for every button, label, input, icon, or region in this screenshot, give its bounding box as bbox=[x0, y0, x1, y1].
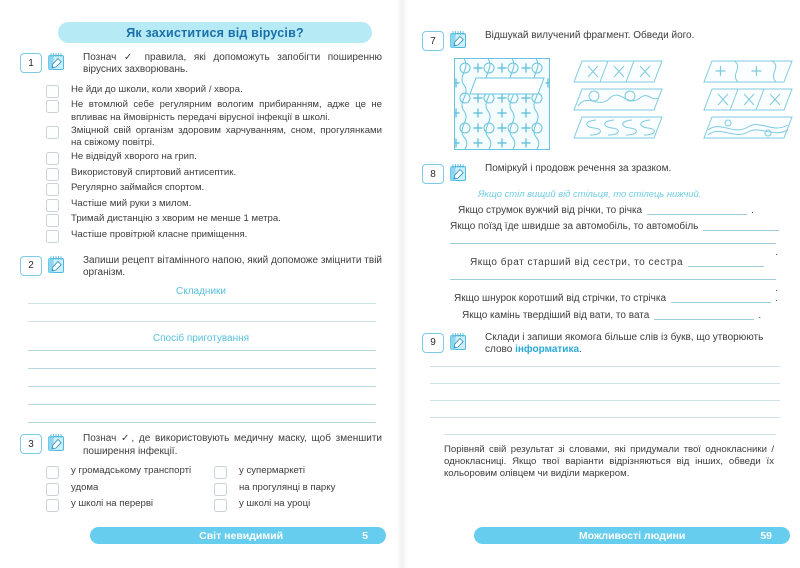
checkbox-label: на прогулянці в парку bbox=[239, 481, 336, 493]
notebook-pencil-icon bbox=[46, 52, 66, 72]
checkbox-label: у супермаркеті bbox=[239, 465, 306, 477]
task-8-example: Якщо стіл вищий від стільця, то стілець нижчий. bbox=[478, 188, 702, 199]
period: . bbox=[775, 293, 778, 304]
sentence-row-3 bbox=[470, 256, 786, 268]
sentence-2-continuation[interactable] bbox=[422, 243, 786, 258]
answer-blank-continuation[interactable] bbox=[450, 279, 776, 280]
list-item[interactable] bbox=[46, 125, 382, 149]
footer-page-number: 59 bbox=[760, 529, 772, 542]
checkbox[interactable] bbox=[46, 152, 59, 165]
sentence-row-2 bbox=[450, 220, 786, 232]
task-number-badge: 2 bbox=[20, 256, 42, 276]
task-3-instruction: Познач ✓, де використовують медичну маску, щоб зменшити поширення інфекції. bbox=[83, 433, 382, 457]
checkbox-label: Використовуй спиртовий антисептик. bbox=[71, 166, 237, 178]
sentence-row-1 bbox=[458, 204, 786, 216]
puzzle-option-1[interactable] bbox=[570, 58, 674, 86]
task-3-header bbox=[20, 433, 382, 458]
sentence-text: Якщо брат старший від сестри, то сестра bbox=[470, 257, 684, 268]
answer-blank[interactable] bbox=[671, 292, 771, 303]
task-9-keyword: інформатика bbox=[515, 343, 580, 355]
list-item[interactable] bbox=[46, 198, 382, 212]
notebook-pencil-icon bbox=[46, 433, 66, 453]
task-1-checkbox-list bbox=[46, 84, 382, 243]
task-8-header bbox=[422, 163, 786, 184]
checkbox-label: Не втомлюй себе регулярним вологим прибиранням, адже це не впливає на ймовірність передачі вірусної інфекції в школі. bbox=[71, 99, 382, 123]
footer-page-number: 5 bbox=[362, 529, 368, 542]
checkbox[interactable] bbox=[46, 499, 59, 512]
list-item[interactable] bbox=[46, 84, 382, 98]
sentence-3-continuation[interactable] bbox=[422, 279, 786, 294]
checkbox[interactable] bbox=[46, 466, 59, 479]
sentence-text: Якщо поїзд їде швидше за автомобіль, то автомобіль bbox=[450, 221, 699, 232]
checkbox[interactable] bbox=[46, 214, 59, 227]
task-number-badge: 8 bbox=[422, 164, 444, 184]
list-item[interactable] bbox=[214, 498, 382, 512]
task-number-badge: 9 bbox=[422, 333, 444, 353]
right-page-footer bbox=[474, 527, 790, 544]
page-title-banner bbox=[58, 22, 372, 43]
task-3-checkbox-grid bbox=[46, 465, 382, 515]
task-2-instruction: Запиши рецепт вітамінного напою, який допоможе зміцнити твій організм. bbox=[83, 254, 382, 279]
method-heading: Спосіб приготування bbox=[152, 333, 250, 345]
notebook-pencil-icon bbox=[46, 255, 66, 275]
list-item[interactable] bbox=[46, 182, 382, 196]
answer-blank-continuation[interactable] bbox=[450, 243, 776, 244]
task-number-badge: 1 bbox=[20, 53, 42, 73]
checkbox[interactable] bbox=[46, 199, 59, 212]
task-9-write-lines[interactable] bbox=[422, 366, 786, 418]
sentence-row-4 bbox=[454, 292, 786, 304]
checkbox-label: у школі на уроці bbox=[239, 498, 311, 510]
write-line[interactable] bbox=[28, 321, 376, 322]
checkbox-label: Не йди до школи, коли хворий / хвора. bbox=[71, 83, 243, 95]
task-7-puzzle bbox=[454, 58, 786, 150]
list-item[interactable] bbox=[46, 151, 382, 165]
checkbox-label: Частіше провітрюй класне приміщення. bbox=[71, 228, 248, 240]
sentence-text: Якщо шнурок коротший від стрічки, то стрічка bbox=[454, 293, 667, 304]
sentence-text: Якщо струмок вужчий від річки, то річка bbox=[458, 204, 643, 216]
write-line[interactable] bbox=[430, 417, 780, 418]
checkbox-column-right bbox=[214, 465, 382, 515]
puzzle-option-4[interactable] bbox=[700, 86, 800, 114]
answer-blank[interactable] bbox=[647, 204, 747, 215]
task-9-instruction-before: Склади і запиши якомога більше слів із букв, що утворюють слово bbox=[485, 331, 764, 355]
comparison-note: Порівняй свій результат зі словами, які придумали твої однокласники / однокласниці. Якщо твої варіанти відрізняються від інших, обведи їх кольоровим олівцем чи виділи маркером. bbox=[444, 444, 774, 480]
puzzle-pattern-grid[interactable] bbox=[454, 58, 550, 150]
puzzle-option-column-1 bbox=[570, 58, 674, 142]
list-item[interactable] bbox=[46, 465, 214, 479]
list-item[interactable] bbox=[46, 498, 214, 512]
checkbox[interactable] bbox=[46, 168, 59, 181]
answer-blank[interactable] bbox=[654, 309, 754, 320]
notebook-pencil-icon bbox=[448, 332, 468, 352]
page-title: Як захиститися від вірусів? bbox=[126, 25, 304, 40]
checkbox[interactable] bbox=[46, 183, 59, 196]
checkbox-label: Тримай дистанцію з хворим не менше 1 метра. bbox=[71, 213, 281, 225]
list-item[interactable] bbox=[46, 482, 214, 496]
right-page bbox=[400, 0, 800, 568]
puzzle-option-3[interactable] bbox=[570, 86, 674, 114]
task-7-instruction: Відшукай вилучений фрагмент. Обведи його. bbox=[485, 30, 695, 41]
task-9-instruction bbox=[485, 332, 786, 357]
ingredients-heading: Складники bbox=[175, 286, 226, 298]
checkbox-label: удома bbox=[71, 481, 99, 493]
list-item[interactable] bbox=[46, 213, 382, 227]
footer-chapter-title: Світ невидимий bbox=[199, 529, 284, 542]
task-number-badge: 3 bbox=[20, 434, 42, 454]
puzzle-options bbox=[570, 58, 800, 142]
answer-blank[interactable] bbox=[688, 256, 764, 267]
write-line[interactable] bbox=[28, 422, 376, 423]
checkbox[interactable] bbox=[214, 466, 227, 479]
task-number-badge: 7 bbox=[422, 31, 444, 51]
task-1-header bbox=[20, 52, 382, 77]
checkbox-label: у громадському транспорті bbox=[71, 465, 192, 477]
puzzle-option-2[interactable] bbox=[700, 58, 800, 86]
checkbox[interactable] bbox=[46, 85, 59, 98]
sentence-text: Якщо камінь твердіший від вати, то вата bbox=[462, 309, 650, 321]
checkbox[interactable] bbox=[46, 483, 59, 496]
list-item[interactable] bbox=[46, 167, 382, 181]
sentence-row-5 bbox=[462, 309, 786, 321]
checkbox-column-left bbox=[46, 465, 214, 515]
ingredients-write-lines[interactable] bbox=[20, 303, 382, 322]
footer-chapter-title: Можливості людини bbox=[578, 529, 686, 542]
checkbox-label: у школі на перерві bbox=[71, 498, 154, 510]
task-9-header bbox=[422, 332, 786, 357]
answer-blank[interactable] bbox=[703, 220, 779, 231]
list-item[interactable] bbox=[214, 482, 382, 496]
puzzle-option-6[interactable] bbox=[700, 114, 800, 142]
task-7-header bbox=[422, 30, 786, 51]
list-item[interactable] bbox=[46, 229, 382, 243]
list-item[interactable] bbox=[214, 465, 382, 479]
task-9-instruction-after: . bbox=[579, 343, 582, 355]
period: . bbox=[775, 283, 778, 294]
checkbox-label: Не відвідуй хворого на грип. bbox=[71, 151, 197, 163]
checkbox[interactable] bbox=[46, 230, 59, 243]
checkbox-label: Регулярно займайся спортом. bbox=[71, 182, 205, 194]
puzzle-option-column-2 bbox=[700, 58, 800, 142]
task-8-instruction: Поміркуй і продовж речення за зразком. bbox=[485, 163, 672, 174]
left-page-footer bbox=[90, 527, 386, 544]
checkbox-label: Зміцнюй свій організм здоровим харчуванням, сном, прогулянками на свіжому повітрі. bbox=[71, 125, 382, 149]
checkbox[interactable] bbox=[214, 499, 227, 512]
puzzle-option-5[interactable] bbox=[570, 114, 674, 142]
checkbox[interactable] bbox=[214, 483, 227, 496]
period: . bbox=[758, 309, 762, 321]
checkbox-label: Частіше мий руки з милом. bbox=[71, 197, 192, 209]
note-separator bbox=[444, 434, 776, 435]
method-write-lines[interactable] bbox=[20, 350, 382, 423]
list-item[interactable] bbox=[46, 99, 382, 123]
period: . bbox=[751, 204, 754, 216]
period: . bbox=[775, 247, 778, 258]
task-1-instruction: Познач ✓ правила, які допоможуть запобігти поширенню вірусних захворювань. bbox=[83, 52, 382, 76]
checkbox[interactable] bbox=[46, 100, 59, 113]
notebook-pencil-icon bbox=[448, 163, 468, 183]
notebook-pencil-icon bbox=[448, 30, 468, 50]
task-2-header bbox=[20, 255, 382, 280]
checkbox[interactable] bbox=[46, 126, 59, 139]
